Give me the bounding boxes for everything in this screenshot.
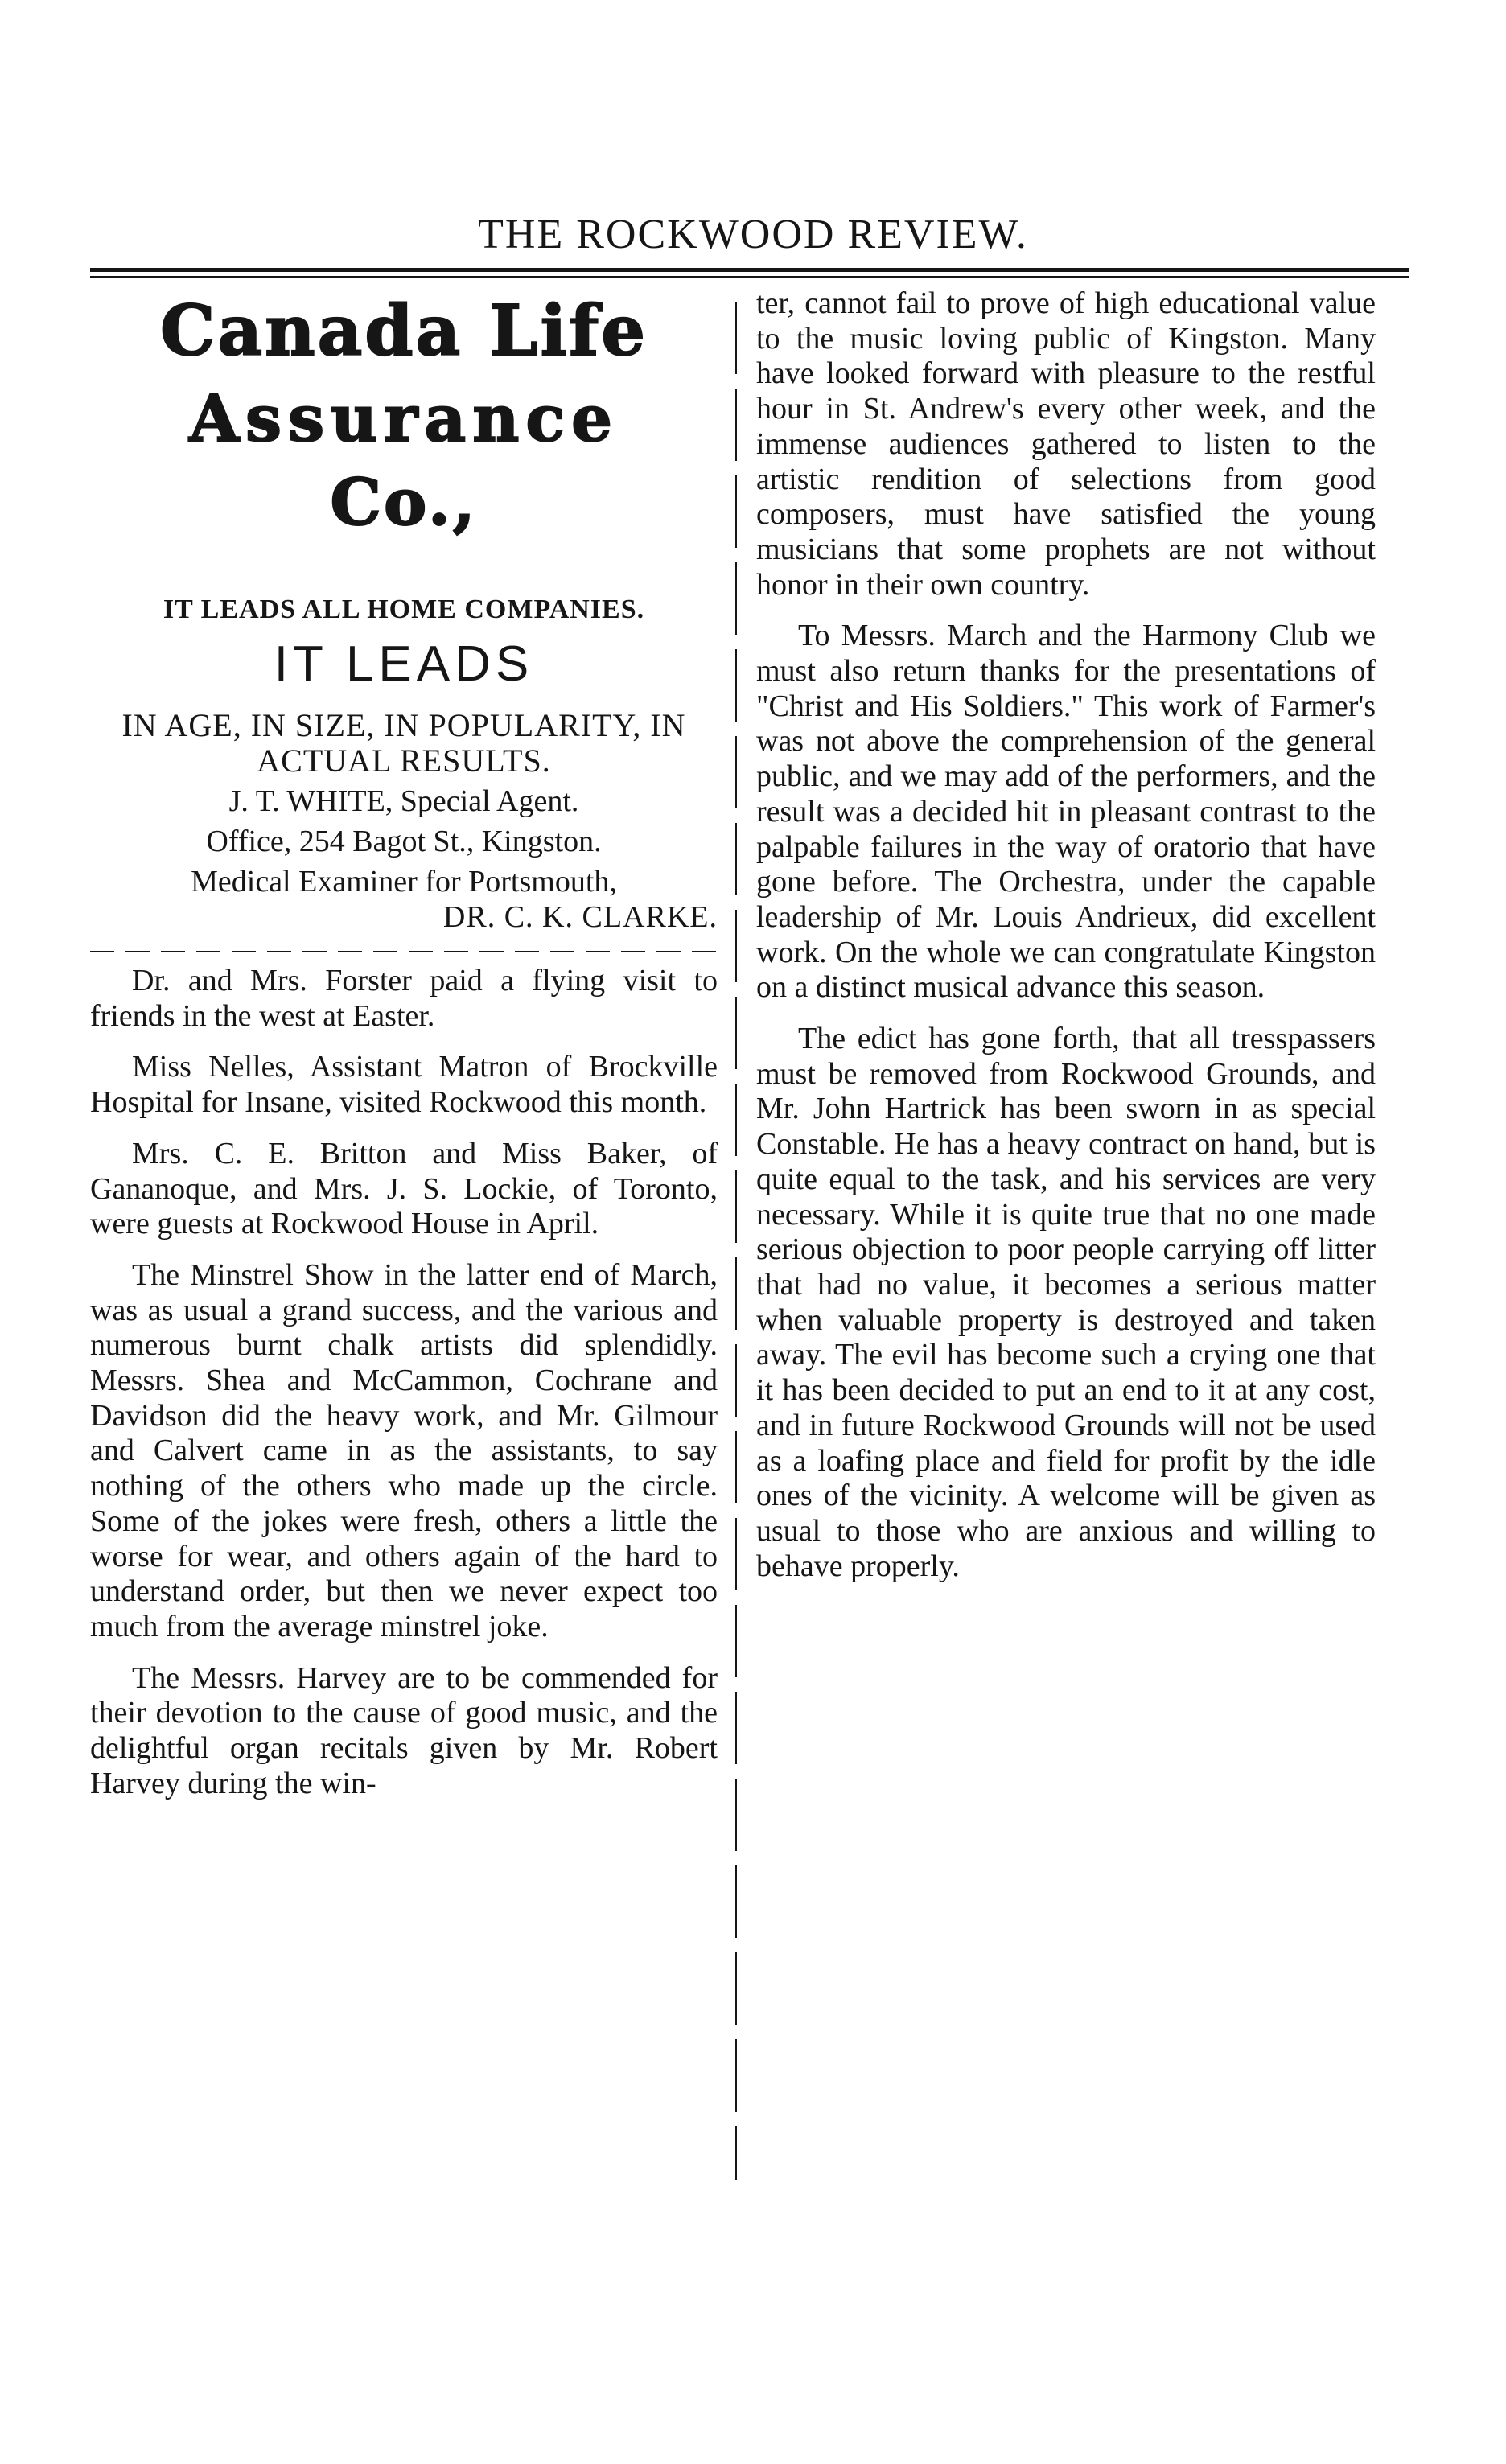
article-paragraph: To Messrs. March and the Harmony Club we must also return thanks for the presentations of "Christ and His Soldiers." This work of Farmer's was not above the comprehension of the general public, and we may add of the performers, and the result was a decided hit in pleasant contrast to the palpable failures in the way of oratorio that have gone before. The Orchestra, under the capable leadership of Mr. Louis Andrieux, did excellent work. On the whole we can congratulate Kingston on a distinct musical advance this season. xyxy=(756,619,1376,1005)
advert-logo-line-3: Co., xyxy=(330,464,478,540)
article-paragraph: Miss Nelles, Assistant Matron of Brockville Hospital for Insane, visited Rockwood this month. xyxy=(90,1050,718,1120)
advert-office: Office, 254 Bagot St., Kingston. xyxy=(206,825,602,858)
page-header: THE ROCKWOOD REVIEW. xyxy=(478,212,1028,257)
column-divider xyxy=(735,302,737,2180)
canada-life-advertisement xyxy=(90,286,718,935)
advert-examiner: Medical Examiner for Portsmouth, xyxy=(191,865,617,899)
advert-lead-text: IT LEADS ALL HOME COMPANIES. xyxy=(163,594,645,624)
article-paragraph-continuation: ter, cannot fail to prove of high educational value to the music loving public of Kingston. Many have looked forward with pleasure to the restful hour in St. Andrew's every other week, and the immense audiences gathered to listen to the artistic rendition of selections from good composers, must have satisfied the young musicians that some prophets are not without honor in their own country. xyxy=(756,286,1376,602)
article-paragraph: The Messrs. Harvey are to be commended for their devotion to the cause of good music, and the delightful organ recitals given by Mr. Robert Harvey during the win- xyxy=(90,1660,718,1800)
advert-logo-line-2: Assurance xyxy=(188,381,619,456)
article-paragraph: Dr. and Mrs. Forster paid a flying visit to friends in the west at Easter. xyxy=(90,964,718,1033)
left-column xyxy=(90,286,718,1801)
advert-agent: J. T. WHITE, Special Agent. xyxy=(228,784,579,818)
right-column xyxy=(756,286,1376,1584)
article-paragraph: The edict has gone forth, that all tresspassers must be removed from Rockwood Grounds, and Mr. John Hartrick has been sworn in as special Constable. He has a heavy contract on hand, but is quite equal to the task, and his services are very necessary. While it is quite true that no one made serious objection to poor people carrying off litter that had no value, it becomes a serious matter when valuable property is destroyed and taken away. The evil has become such a crying one that it has been decided to put an end to it at any cost, and in future Rockwood Grounds will not be used as a loafing place and field for profit by the idle ones of the vicinity. A welcome will be given as usual to those who are anxious and willing to behave properly. xyxy=(756,1022,1376,1583)
advert-separator-rule xyxy=(90,951,718,952)
advert-logo-line-1: Canada Life xyxy=(159,290,648,372)
advert-doctor: DR. C. K. CLARKE. xyxy=(442,900,718,934)
advert-age-text: IN AGE, IN SIZE, IN POPULARITY, IN ACTUAL RESULTS. xyxy=(121,707,686,779)
header-rule-thick xyxy=(90,268,1409,272)
header-rule-thin xyxy=(90,276,1409,278)
article-paragraph: Mrs. C. E. Britton and Miss Baker, of Gananoque, and Mrs. J. S. Lockie, of Toronto, were guests at Rockwood House in April. xyxy=(90,1136,718,1241)
article-paragraph: The Minstrel Show in the latter end of March, was as usual a grand success, and the various and numerous burnt chalk artists did splendidly. Messrs. Shea and McCammon, Cochrane and Davidson did the heavy work, and Mr. Gilmour and Calvert came in as the assistants, to say nothing of the others who made up the circle. Some of the jokes were fresh, others a little the worse for wear, and others again of the hard to understand order, but then we never expect too much from the average minstrel joke. xyxy=(90,1257,718,1643)
advert-it-leads: IT LEADS xyxy=(274,636,534,692)
